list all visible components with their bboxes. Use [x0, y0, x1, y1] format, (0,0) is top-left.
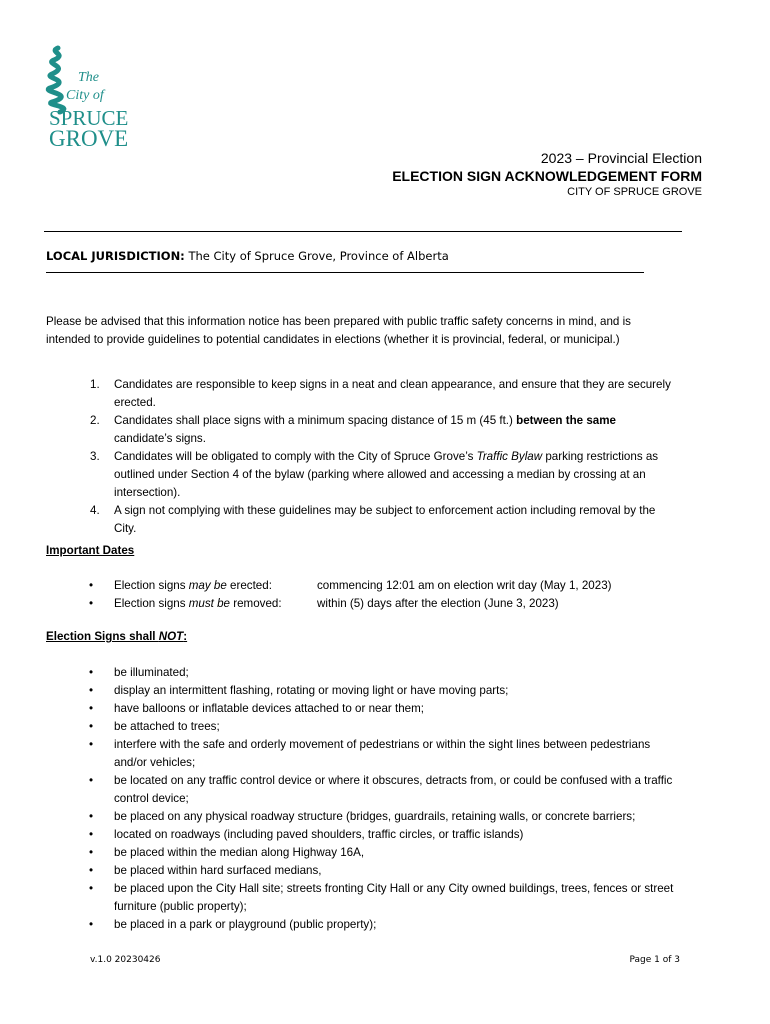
city-name: CITY OF SPRUCE GROVE [567, 186, 702, 198]
list-item [46, 736, 686, 772]
list-item-text: be placed upon the City Hall site; streets fronting City Hall or any City owned buildings, trees, fences or street furniture (public property); [114, 882, 674, 913]
bullet-icon: • [89, 882, 94, 895]
bullet-icon: • [89, 702, 94, 715]
list-item [46, 880, 686, 916]
date-label [114, 595, 282, 613]
list-item [46, 862, 686, 880]
list-item-text: be placed in a park or playground (public property); [114, 918, 377, 931]
list-item-text: interfere with the safe and orderly movement of pedestrians or within the sight lines between pedestrians and/or vehicles; [114, 738, 651, 769]
local-jurisdiction [46, 249, 449, 263]
heading-emphasis: NOT [158, 630, 184, 643]
jurisdiction-label: LOCAL JURISDICTION: [46, 249, 185, 263]
date-label [114, 577, 272, 595]
logo-text-city-of: City of [66, 88, 104, 103]
date-label-emphasis: must be [188, 597, 231, 610]
list-item-text: be located on any traffic control device or where it obscures, detracts from, or could be confused with a traffic control device; [114, 774, 673, 805]
list-item-text: be placed within hard surfaced medians, [114, 864, 322, 877]
jurisdiction-value: The City of Spruce Grove, Province of Alberta [184, 249, 449, 263]
guideline-bold: between the same [516, 414, 616, 427]
guideline-text: Candidates shall place signs with a minimum spacing distance of 15 m (45 ft.) [114, 414, 517, 427]
guideline-text: parking restrictions as outlined under Section 4 of the bylaw (parking where allowed and accessing a median by crossing at an intersection). [114, 450, 659, 499]
date-value: commencing 12:01 am on election writ day (May 1, 2023) [317, 579, 612, 592]
logo-text-the: The [78, 70, 99, 85]
important-dates-heading: Important Dates [46, 544, 135, 557]
list-item [46, 844, 686, 862]
bullet-icon: • [89, 597, 94, 610]
bullet-icon: • [89, 684, 94, 697]
bullet-icon: • [89, 864, 94, 877]
guidelines-list [46, 376, 676, 538]
list-item [46, 577, 676, 595]
bullet-icon: • [89, 579, 94, 592]
list-number: 1. [90, 378, 100, 391]
list-item [46, 682, 686, 700]
date-label-text: erected: [226, 579, 272, 592]
bullet-icon: • [89, 828, 94, 841]
important-dates-list [46, 577, 676, 613]
bullet-icon: • [89, 918, 94, 931]
header-divider [44, 231, 682, 232]
version-label: v.1.0 20230426 [90, 955, 161, 965]
logo-text-grove: GROVE [49, 126, 129, 151]
list-item [46, 718, 686, 736]
list-item [46, 826, 686, 844]
list-item [46, 700, 686, 718]
date-label-text: Election signs [114, 597, 189, 610]
heading-text: : [183, 630, 188, 643]
guideline-text: candidate’s signs. [114, 432, 206, 445]
list-item-text: have balloons or inflatable devices attached to or near them; [114, 702, 425, 715]
traffic-bylaw-title: Traffic Bylaw [476, 450, 543, 463]
bullet-icon: • [89, 810, 94, 823]
list-item-text: display an intermittent flashing, rotating or moving light or have moving parts; [114, 684, 509, 697]
list-item [46, 376, 676, 412]
list-number: 3. [90, 450, 100, 463]
form-title: ELECTION SIGN ACKNOWLEDGEMENT FORM [392, 168, 702, 184]
bullet-icon: • [89, 738, 94, 751]
page-number: Page 1 of 3 [629, 955, 680, 965]
list-item [46, 502, 676, 538]
date-label-emphasis: may be [188, 579, 227, 592]
list-number: 4. [90, 504, 100, 517]
list-item-text: be placed within the median along Highway 16A, [114, 846, 365, 859]
election-title: 2023 – Provincial Election [540, 150, 702, 166]
list-item-text: be illuminated; [114, 666, 189, 679]
list-item [46, 808, 686, 826]
jurisdiction-underline [46, 272, 644, 273]
list-item [46, 772, 686, 808]
shall-not-list [46, 664, 686, 934]
shall-not-heading [46, 630, 187, 643]
bullet-icon: • [89, 666, 94, 679]
list-item-text: be placed on any physical roadway structure (bridges, guardrails, retaining walls, or concrete barriers; [114, 810, 636, 823]
date-value: within (5) days after the election (June 3, 2023) [317, 597, 559, 610]
list-item-text: be attached to trees; [114, 720, 220, 733]
bullet-icon: • [89, 720, 94, 733]
guideline-text: Candidates will be obligated to comply with the City of Spruce Grove’s [114, 450, 477, 463]
guideline-text: Candidates are responsible to keep signs in a neat and clean appearance, and ensure that they are securely erected. [114, 378, 671, 409]
logo-text-spruce: SPRUCE [49, 106, 129, 130]
heading-text: Election Signs shall [46, 630, 159, 643]
list-item [46, 595, 676, 613]
date-label-text: removed: [230, 597, 282, 610]
list-number: 2. [90, 414, 100, 427]
bullet-icon: • [89, 846, 94, 859]
list-item [46, 448, 676, 502]
guideline-text: A sign not complying with these guidelines may be subject to enforcement action including removal by the City. [114, 504, 656, 535]
list-item [46, 664, 686, 682]
bullet-icon: • [89, 774, 94, 787]
intro-paragraph: Please be advised that this information notice has been prepared with public traffic safety concerns in mind, and is intended to provide guidelines to potential candidates in elections (whether it is provincial, federal, or municipal.) [46, 315, 631, 346]
list-item [46, 916, 686, 934]
date-label-text: Election signs [114, 579, 189, 592]
list-item [46, 412, 676, 448]
list-item-text: located on roadways (including paved shoulders, traffic circles, or traffic islands) [114, 828, 524, 841]
